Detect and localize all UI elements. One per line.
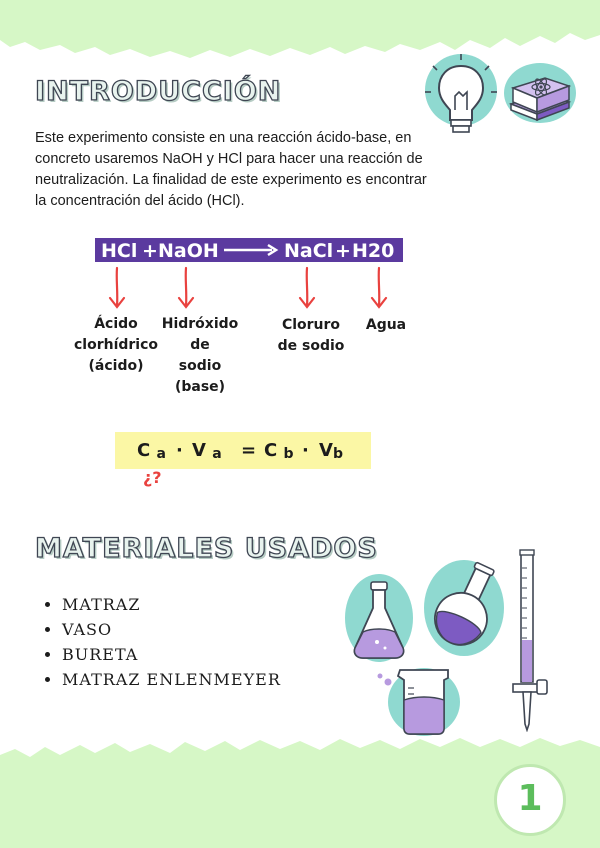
formula-ca: C $_a$ [137,440,166,462]
arrow-down-icon [379,268,380,306]
formula-cb: C $_b$ [264,440,294,462]
erlenmeyer-flask-icon [343,572,418,667]
arrow-down-icon [307,268,308,306]
product-nacl: NaCl [284,240,334,262]
materials-heading: MATERIALES USADOS [35,533,378,564]
plus-sign-1: + [142,240,158,262]
list-item: • MATRAZ [62,592,281,617]
round-flask-icon [422,558,504,658]
product-water: H20 [352,240,395,262]
list-item: • BURETA [62,642,281,667]
beaker-icon [372,662,464,740]
list-item: • VASO [62,617,281,642]
plus-sign-2: + [335,240,351,262]
formula-equals: = [241,440,257,461]
page-number: 1 [494,764,566,836]
lightbulb-icon [423,52,503,142]
reaction-arrow [222,243,280,257]
arrow-down-icon [186,268,187,306]
intro-heading: INTRODUCCIÓN [35,76,282,107]
books-atom-icon [503,60,578,126]
reactant-hcl: HCl [101,240,138,262]
reaction-arrows [0,262,600,312]
burette-icon [505,548,553,732]
unknown-question-mark: ¿? [143,468,162,487]
label-acido: Ácido clorhídrico (ácido) [73,316,159,374]
label-agua: Agua [365,317,407,333]
formula-dot-1: · [176,440,183,461]
arrow-down-icon [117,268,118,306]
intro-paragraph: Este experimento consiste en una reacción ácido-base, en concreto usaremos NaOH y HCl para hacer una reacción de neutralización. La finalidad de este experimento es encontrar la concentración del ácido (HCl). [35,130,427,209]
formula-dot-2: · [302,440,309,461]
label-cloruro: Cloruro de sodio [277,317,345,354]
materials-list [42,592,281,692]
label-hidroxido: Hidróxido de sodio (base) [161,316,239,395]
formula-vb: $V_b$ [319,440,343,462]
list-item: • MATRAZ ENLENMEYER [62,667,281,692]
formula-va: V $_a$ [192,440,222,462]
reactant-naoh: NaOH [158,240,219,262]
